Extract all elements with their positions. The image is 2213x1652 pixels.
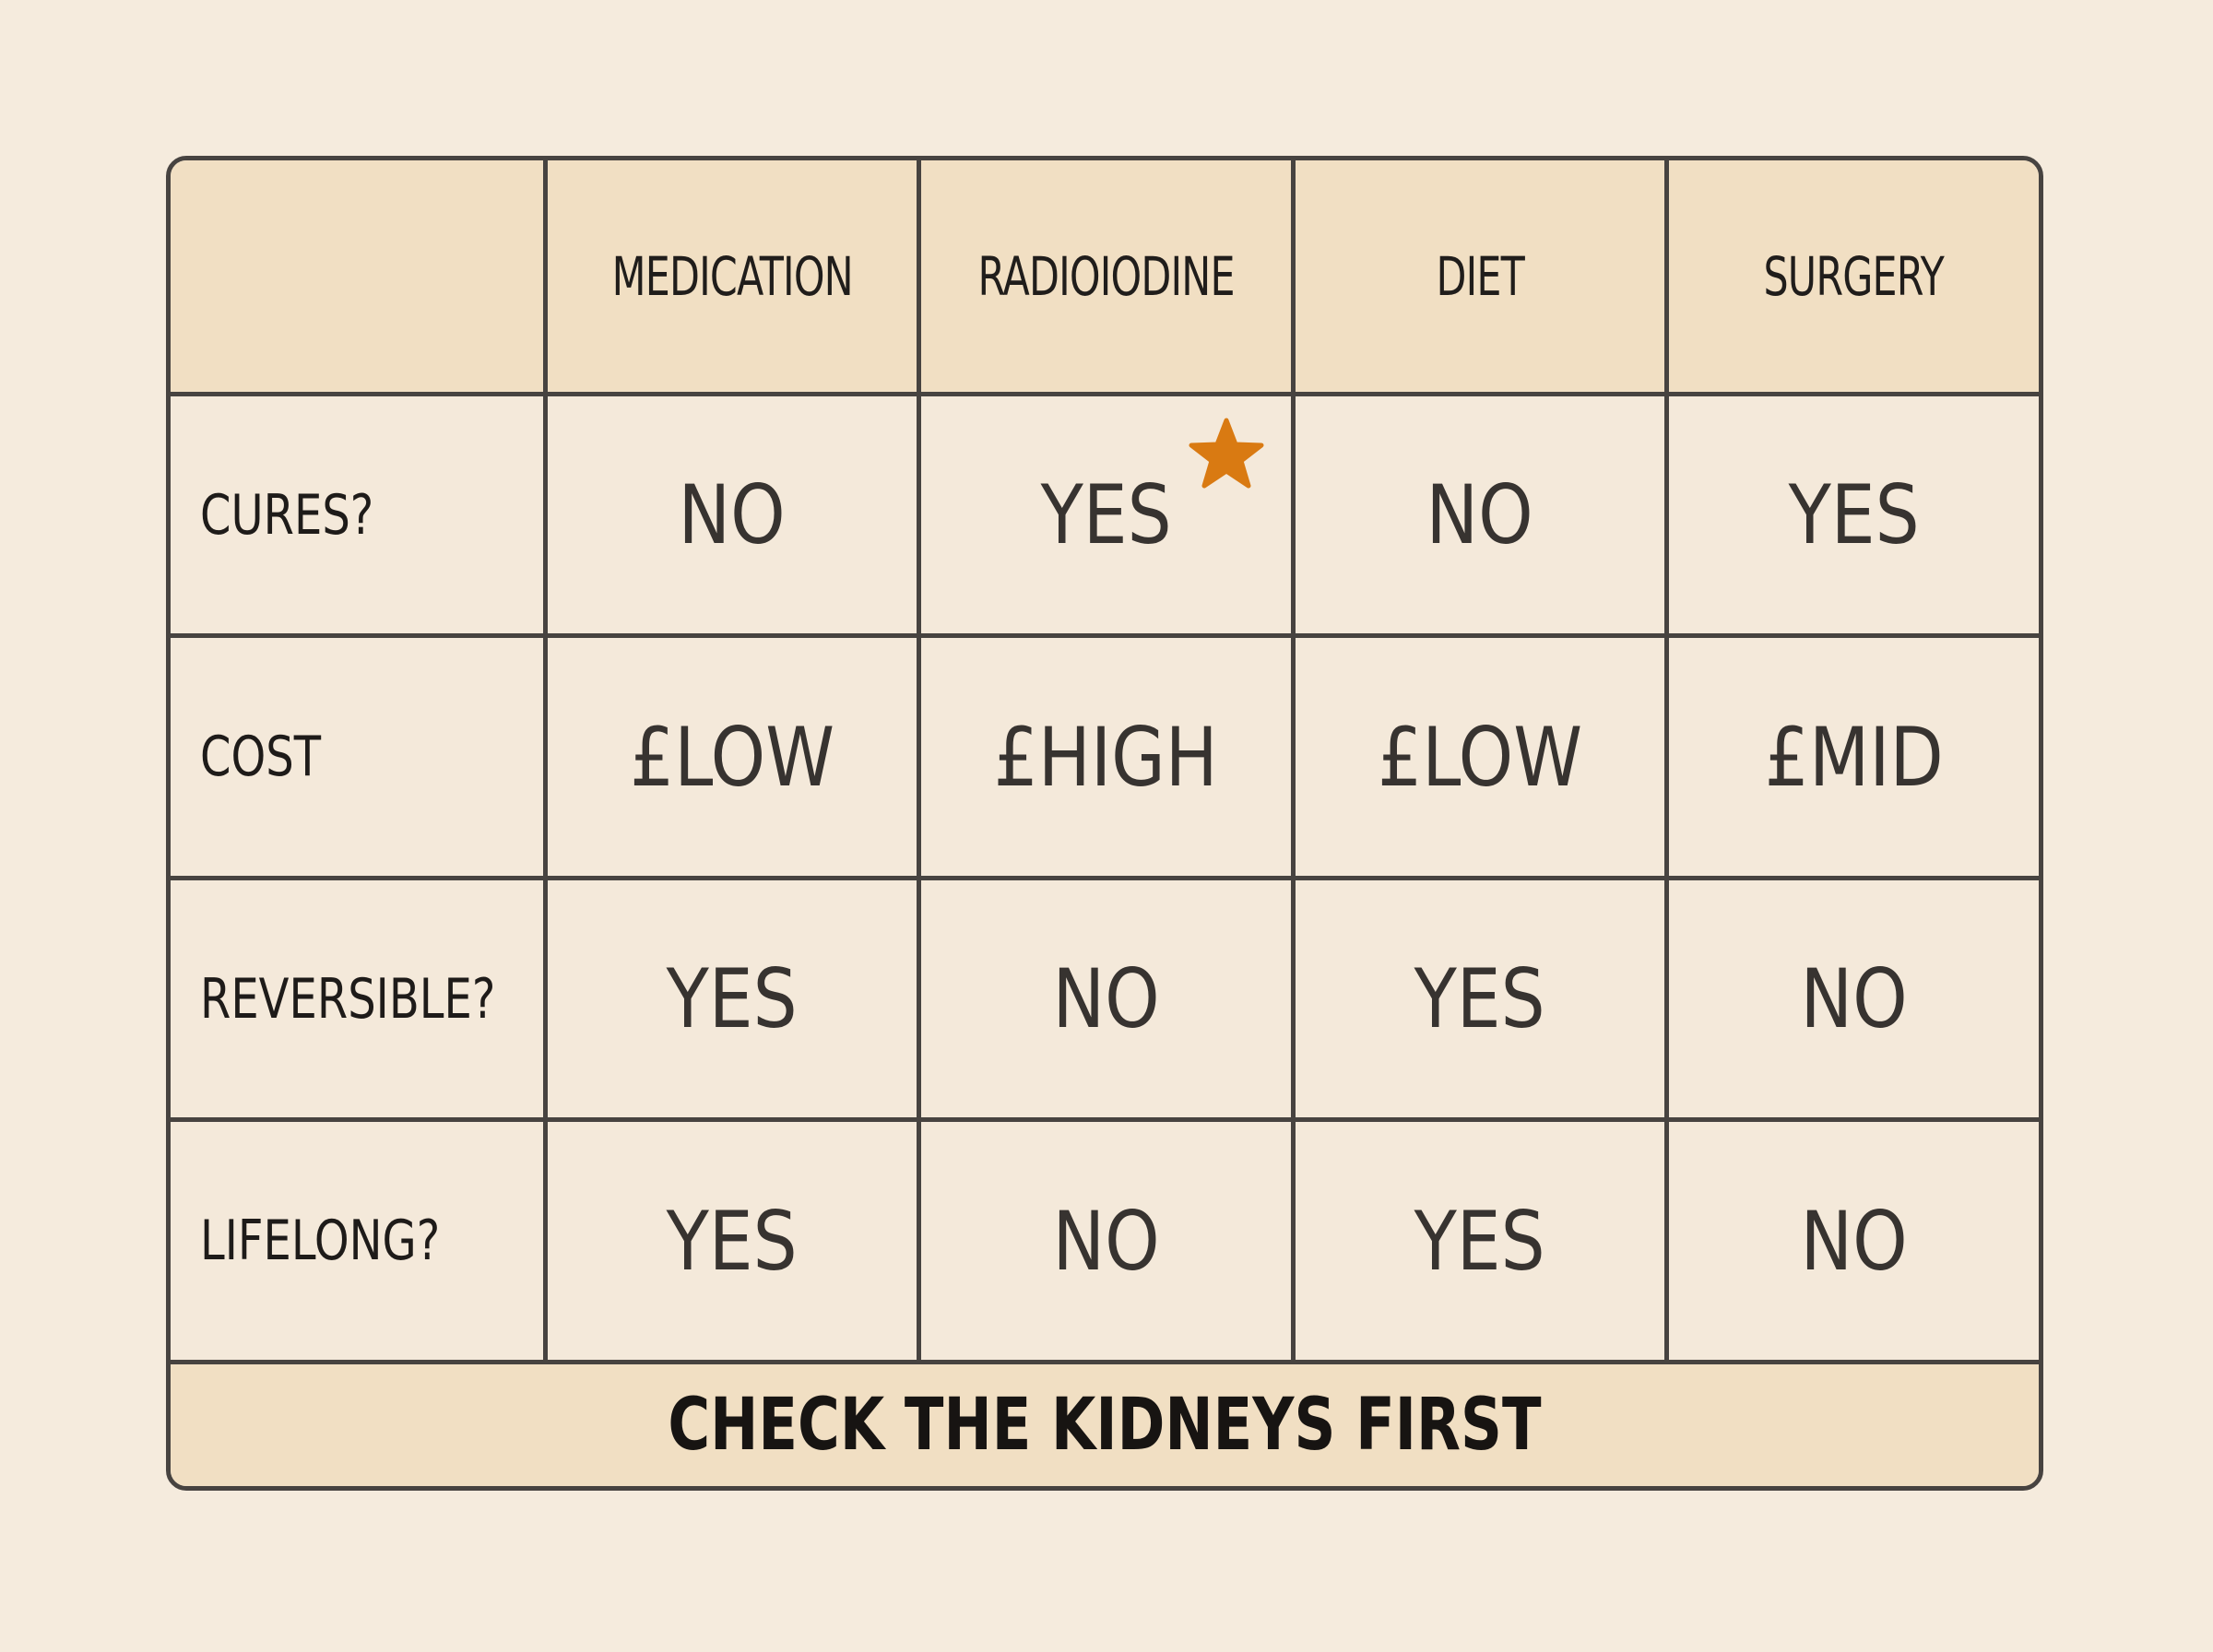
cell-reversible-radioiodine bbox=[921, 880, 1296, 1122]
cell-value: NO bbox=[1426, 467, 1534, 562]
header-radioiodine-label: RADIOIODINE bbox=[977, 244, 1235, 308]
cell-value: £LOW bbox=[629, 709, 835, 805]
row-label-cures bbox=[171, 396, 548, 638]
star-icon-shape bbox=[1191, 420, 1261, 486]
row-label-text: LIFELONG? bbox=[200, 1209, 441, 1273]
cell-reversible-surgery bbox=[1669, 880, 2039, 1122]
cell-cost-radioiodine bbox=[921, 638, 1296, 880]
cell-lifelong-medication bbox=[548, 1122, 921, 1364]
cell-value: YES bbox=[1414, 951, 1546, 1046]
row-label-lifelong bbox=[171, 1122, 548, 1364]
cell-cost-surgery bbox=[1669, 638, 2039, 880]
row-label-text: CURES? bbox=[200, 482, 374, 548]
header-radioiodine bbox=[921, 160, 1296, 396]
cell-lifelong-radioiodine bbox=[921, 1122, 1296, 1364]
header-medication bbox=[548, 160, 921, 396]
row-label-cost bbox=[171, 638, 548, 880]
cell-value: YES bbox=[1414, 1193, 1546, 1289]
table-grid bbox=[171, 160, 2039, 1486]
table-footer bbox=[171, 1364, 2039, 1486]
footer-text: CHECK THE KIDNEYS FIRST bbox=[668, 1384, 1542, 1467]
row-label-reversible bbox=[171, 880, 548, 1122]
cell-value: NO bbox=[1800, 1193, 1908, 1289]
cell-cures-diet bbox=[1296, 396, 1669, 638]
header-surgery bbox=[1669, 160, 2039, 396]
cell-cost-diet bbox=[1296, 638, 1669, 880]
header-diet-label: DIET bbox=[1436, 244, 1524, 308]
star-icon bbox=[1187, 417, 1266, 490]
cell-reversible-medication bbox=[548, 880, 921, 1122]
cell-cures-radioiodine bbox=[921, 396, 1296, 638]
comparison-table bbox=[166, 156, 2043, 1491]
cell-value: YES bbox=[1040, 467, 1172, 562]
cell-cures-medication bbox=[548, 396, 921, 638]
cell-value: YES bbox=[666, 1193, 799, 1289]
header-medication-label: MEDICATION bbox=[611, 244, 853, 308]
cell-value: NO bbox=[1800, 951, 1908, 1046]
header-surgery-label: SURGERY bbox=[1763, 244, 1945, 308]
cell-value: £LOW bbox=[1377, 709, 1583, 805]
cell-value: £HIGH bbox=[994, 709, 1218, 805]
cell-cost-medication bbox=[548, 638, 921, 880]
header-diet bbox=[1296, 160, 1669, 396]
cell-value: YES bbox=[666, 951, 799, 1046]
cell-value: YES bbox=[1788, 467, 1920, 562]
cell-value: NO bbox=[678, 467, 787, 562]
cell-lifelong-diet bbox=[1296, 1122, 1669, 1364]
row-label-text: REVERSIBLE? bbox=[200, 966, 496, 1032]
cell-value: NO bbox=[1052, 1193, 1160, 1289]
cell-cures-surgery bbox=[1669, 396, 2039, 638]
header-empty-cell bbox=[171, 160, 548, 396]
cell-value: £MID bbox=[1764, 709, 1944, 805]
row-label-text: COST bbox=[200, 725, 322, 789]
cell-reversible-diet bbox=[1296, 880, 1669, 1122]
cell-lifelong-surgery bbox=[1669, 1122, 2039, 1364]
cell-value: NO bbox=[1052, 951, 1160, 1046]
